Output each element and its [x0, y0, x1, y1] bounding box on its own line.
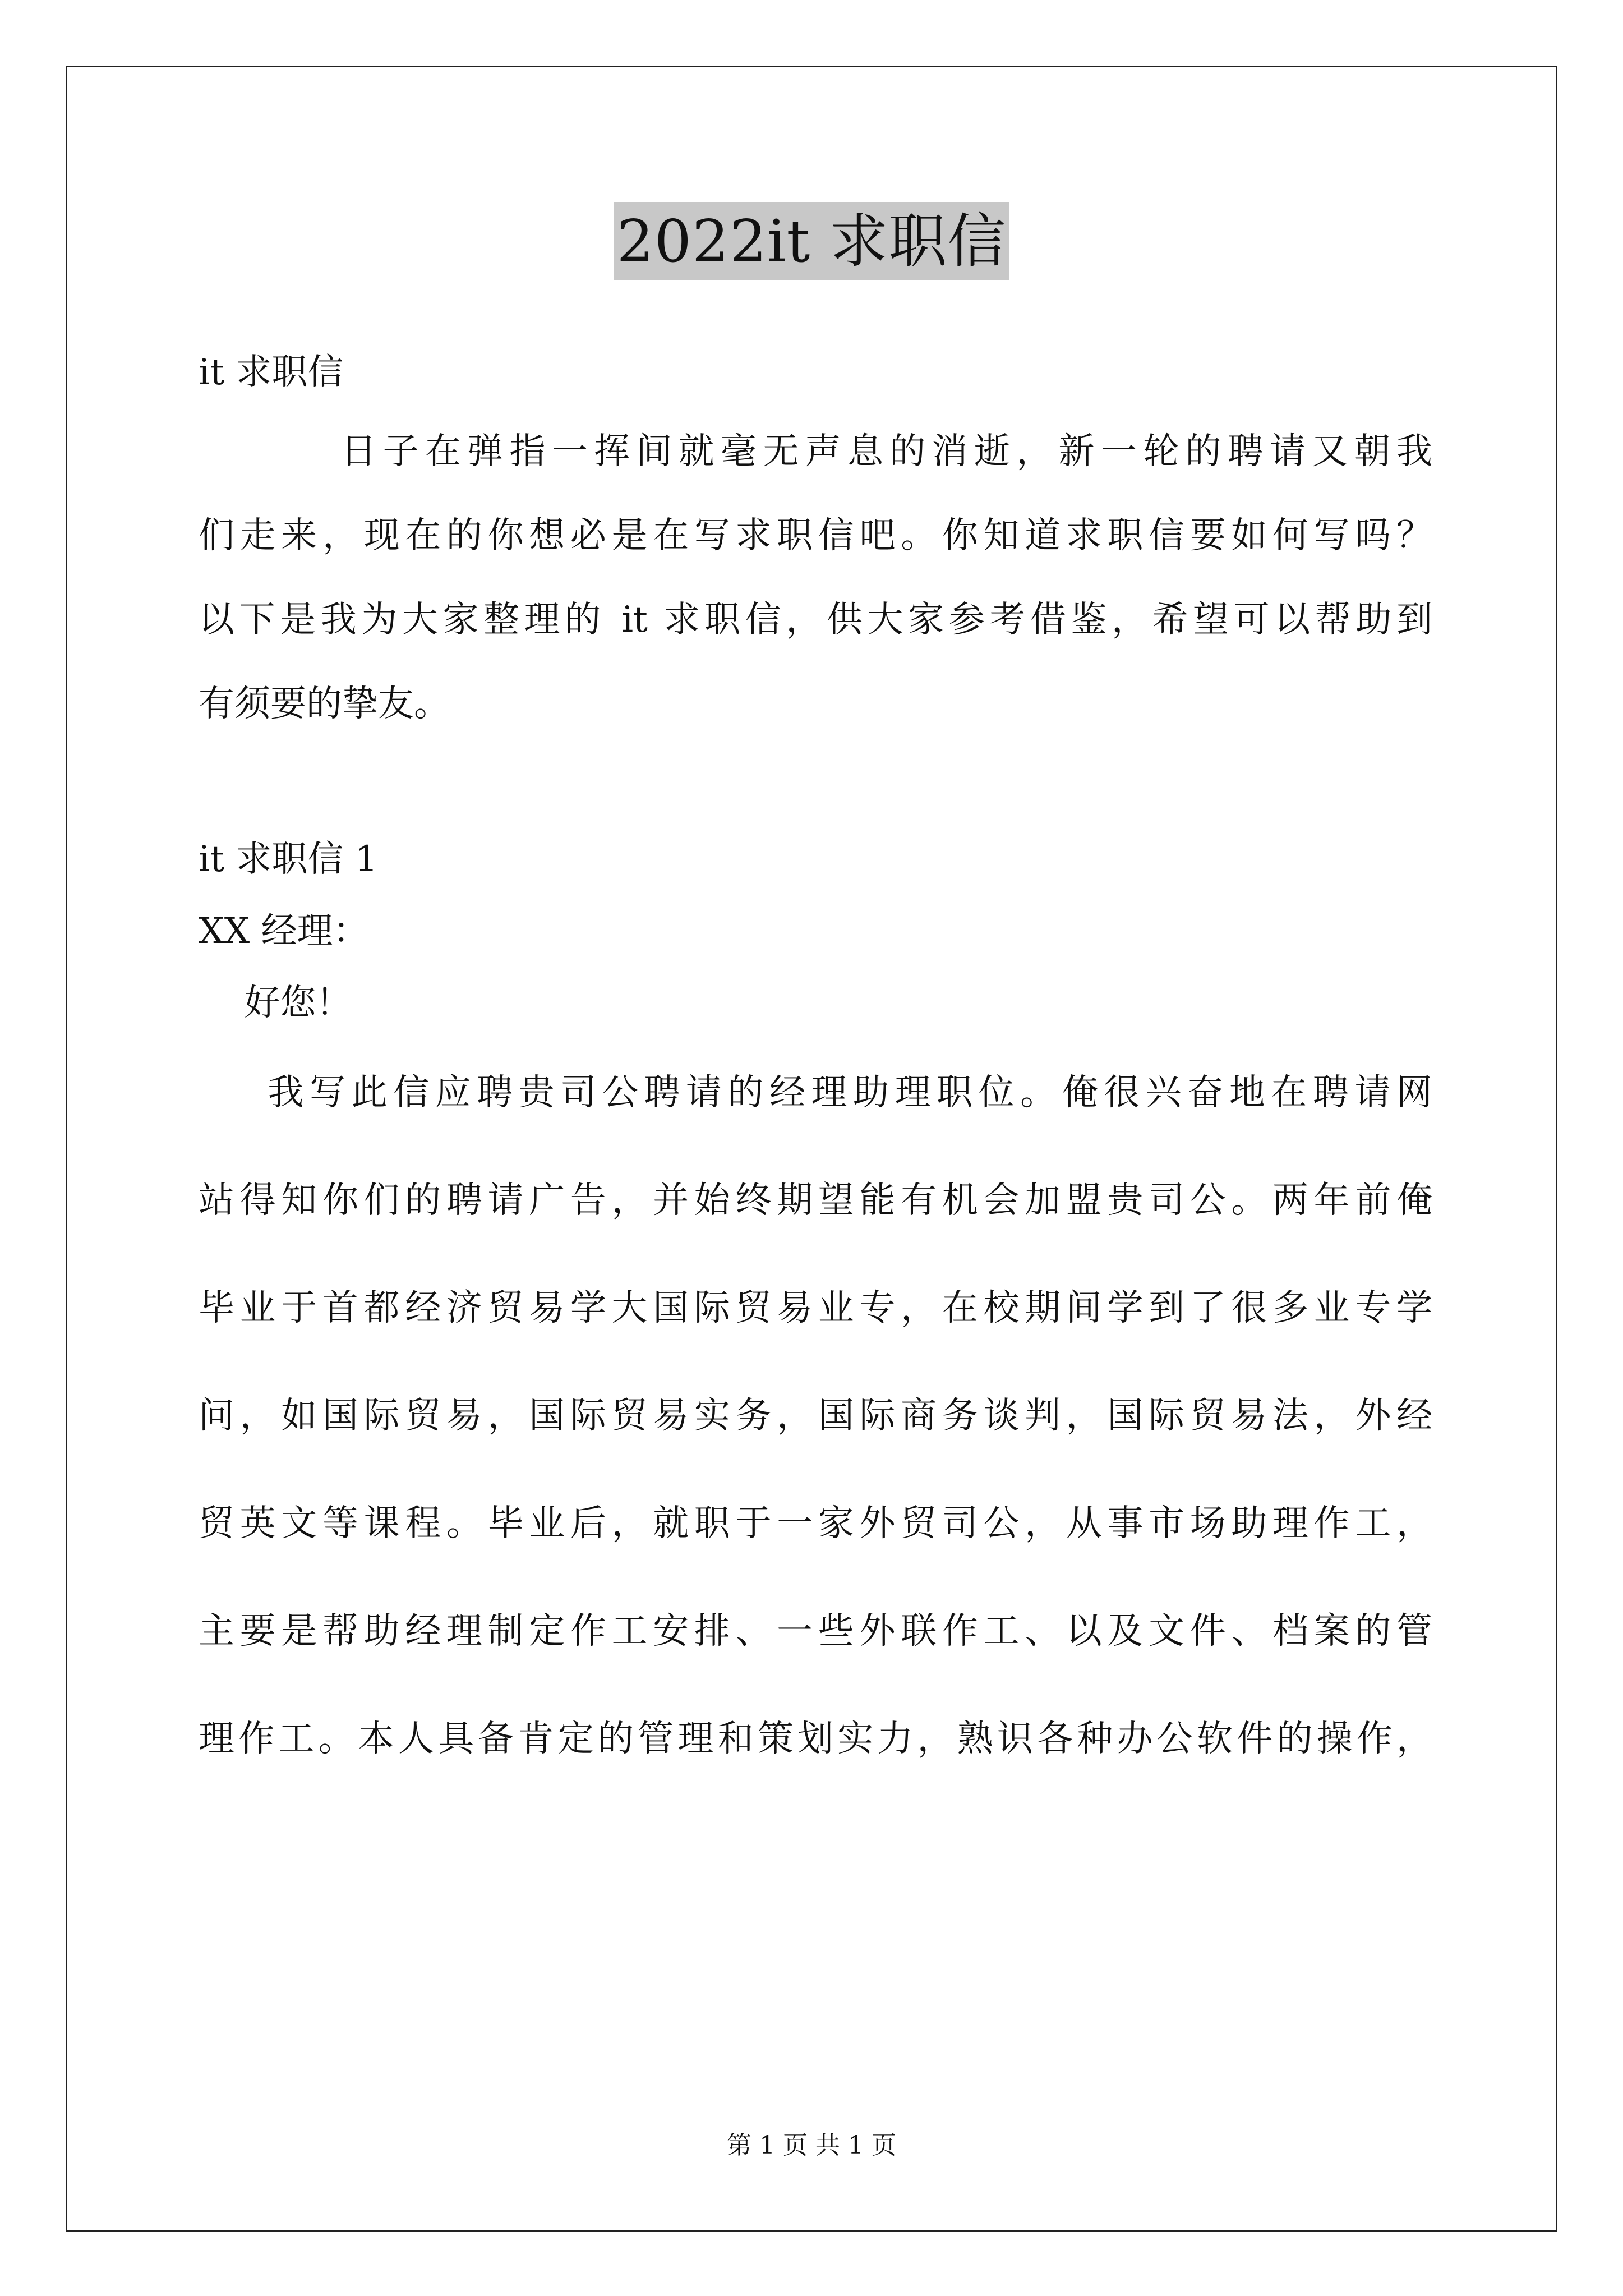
intro-line: 以下是我为大家整理的 it 求职信，供大家参考借鉴，希望可以帮助到: [199, 599, 1432, 641]
body-line: 理作工。本人具备肯定的管理和策划实力，熟识各种办公软件的操作，: [199, 1718, 1432, 1760]
page-footer: [0, 2129, 1623, 2162]
intro-line: 有须要的挚友。: [199, 683, 450, 725]
document-title: 2022it 求职信: [614, 202, 1010, 280]
body-line: 问，如国际贸易，国际贸易实务，国际商务谈判，国际贸易法，外经: [199, 1395, 1432, 1437]
body-paragraph: [199, 1039, 1432, 1793]
greeting: 好您！: [199, 982, 352, 1024]
salutation: XX 经理：: [199, 910, 369, 952]
body-line: 我写此信应聘贵司公聘请的经理助理职位。俺很兴奋地在聘请网: [199, 1072, 1433, 1114]
body-line: 毕业于首都经济贸易学大国际贸易业专，在校期间学到了很多业专学: [199, 1287, 1432, 1329]
intro-line: 日子在弹指一挥间就毫无声息的消逝，新一轮的聘请又朝我: [199, 431, 1433, 472]
page-number: 第 1 页 共 1 页: [727, 2131, 896, 2160]
body-line: 贸英文等课程。毕业后，就职于一家外贸司公，从事市场助理作工，: [199, 1503, 1432, 1544]
title-container: [0, 202, 1623, 280]
intro-line: 们走来，现在的你想必是在写求职信吧。你知道求职信要如何写吗？: [199, 515, 1432, 556]
body-line: 主要是帮助经理制定作工安排、一些外联作工、以及文件、档案的管: [199, 1611, 1432, 1652]
document-body: [199, 337, 1432, 1793]
body-line: 站得知你们的聘请广告，并始终期望能有机会加盟贵司公。两年前俺: [199, 1180, 1432, 1221]
section-heading: it 求职信 1: [199, 839, 378, 880]
intro-paragraph: [199, 409, 1432, 746]
subtitle: it 求职信: [199, 352, 344, 393]
